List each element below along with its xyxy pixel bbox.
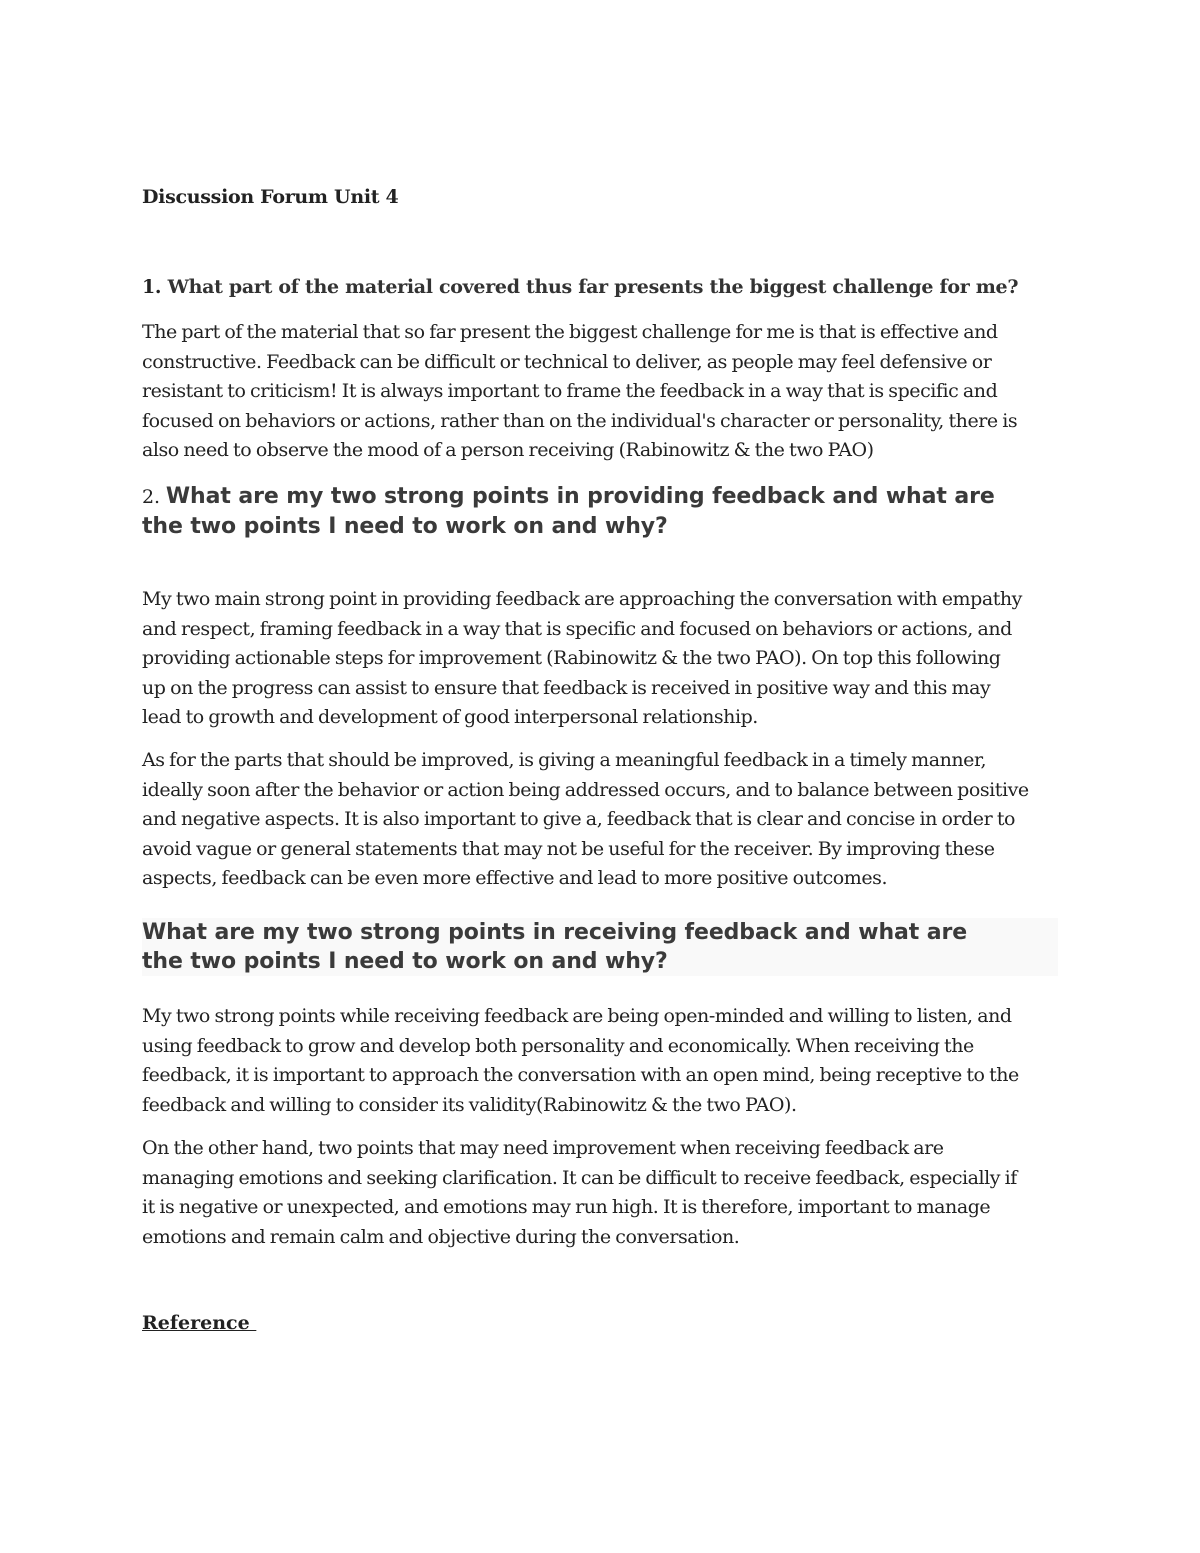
answer-2a-line: lead to growth and development of good interpersonal relationship. bbox=[142, 706, 758, 728]
question-1-number: 1. bbox=[142, 276, 162, 298]
question-2-heading bbox=[142, 482, 1060, 542]
answer-1-line: also need to observe the mood of a person receiving (Rabinowitz & the two PAO) bbox=[142, 439, 874, 461]
answer-3a-line: using feedback to grow and develop both personality and economically. When receiving the bbox=[142, 1034, 974, 1057]
question-2-line: the two points I need to work on and why? bbox=[142, 514, 668, 539]
question-1-text: What part of the material covered thus far presents the biggest challenge for me? bbox=[161, 276, 1019, 298]
answer-2a-line: up on the progress can assist to ensure that feedback is received in positive way and this may bbox=[142, 676, 991, 699]
answer-2b-line: As for the parts that should be improved, is giving a meaningful feedback in a timely manner, bbox=[142, 749, 987, 771]
document-title: Discussion Forum Unit 4 bbox=[142, 186, 399, 208]
answer-2-improvements-paragraph bbox=[142, 746, 1060, 894]
answer-2b-line: and negative aspects. It is also important to give a, feedback that is clear and concise in order to bbox=[142, 808, 1016, 830]
question-3-line: the two points I need to work on and why? bbox=[142, 949, 668, 974]
question-1 bbox=[142, 276, 1018, 298]
answer-2b-line: ideally soon after the behavior or action being addressed occurs, and to balance between positive bbox=[142, 778, 1029, 801]
answer-1-line: constructive. Feedback can be difficult or technical to deliver, as people may feel defensive or bbox=[142, 350, 992, 373]
answer-1-line: resistant to criticism! It is always important to frame the feedback in a way that is specific and bbox=[142, 380, 998, 402]
answer-2a-line: providing actionable steps for improvement (Rabinowitz & the two PAO). On top this following bbox=[142, 647, 1001, 669]
answer-2b-line: avoid vague or general statements that may not be useful for the receiver. By improving these bbox=[142, 837, 995, 860]
answer-3a-line: feedback and willing to consider its validity(Rabinowitz & the two PAO). bbox=[142, 1093, 797, 1116]
answer-3b-line: managing emotions and seeking clarification. It can be difficult to receive feedback, especially if bbox=[142, 1166, 1017, 1189]
question-3-line: What are my two strong points in receiving feedback and what are bbox=[142, 920, 968, 945]
answer-3-improvements-paragraph bbox=[142, 1134, 1060, 1252]
answer-2a-line: and respect, framing feedback in a way that is specific and focused on behaviors or actions, and bbox=[142, 617, 1012, 640]
answer-3-strengths-paragraph bbox=[142, 1002, 1060, 1120]
answer-3b-line: it is negative or unexpected, and emotions may run high. It is therefore, important to manage bbox=[142, 1196, 991, 1218]
question-2-number: 2. bbox=[142, 486, 166, 508]
answer-3b-line: emotions and remain calm and objective during the conversation. bbox=[142, 1225, 740, 1248]
answer-1-paragraph bbox=[142, 318, 1060, 466]
answer-3a-line: feedback, it is important to approach the conversation with an open mind, being receptive to the bbox=[142, 1064, 1019, 1086]
reference-heading: Reference bbox=[142, 1312, 257, 1334]
answer-1-line: The part of the material that so far present the biggest challenge for me is that is effective and bbox=[142, 321, 998, 343]
question-3-heading bbox=[142, 918, 1058, 976]
question-2-line: What are my two strong points in providing feedback and what are bbox=[165, 484, 995, 509]
answer-1-line: focused on behaviors or actions, rather than on the individual's character or personality, there is bbox=[142, 409, 1018, 432]
answer-2a-line: My two main strong point in providing feedback are approaching the conversation with empathy bbox=[142, 588, 1022, 610]
answer-2b-line: aspects, feedback can be even more effective and lead to more positive outcomes. bbox=[142, 867, 888, 889]
answer-2-strengths-paragraph bbox=[142, 585, 1060, 733]
answer-3a-line: My two strong points while receiving feedback are being open-minded and willing to listen, and bbox=[142, 1005, 1012, 1027]
answer-3b-line: On the other hand, two points that may need improvement when receiving feedback are bbox=[142, 1137, 944, 1159]
